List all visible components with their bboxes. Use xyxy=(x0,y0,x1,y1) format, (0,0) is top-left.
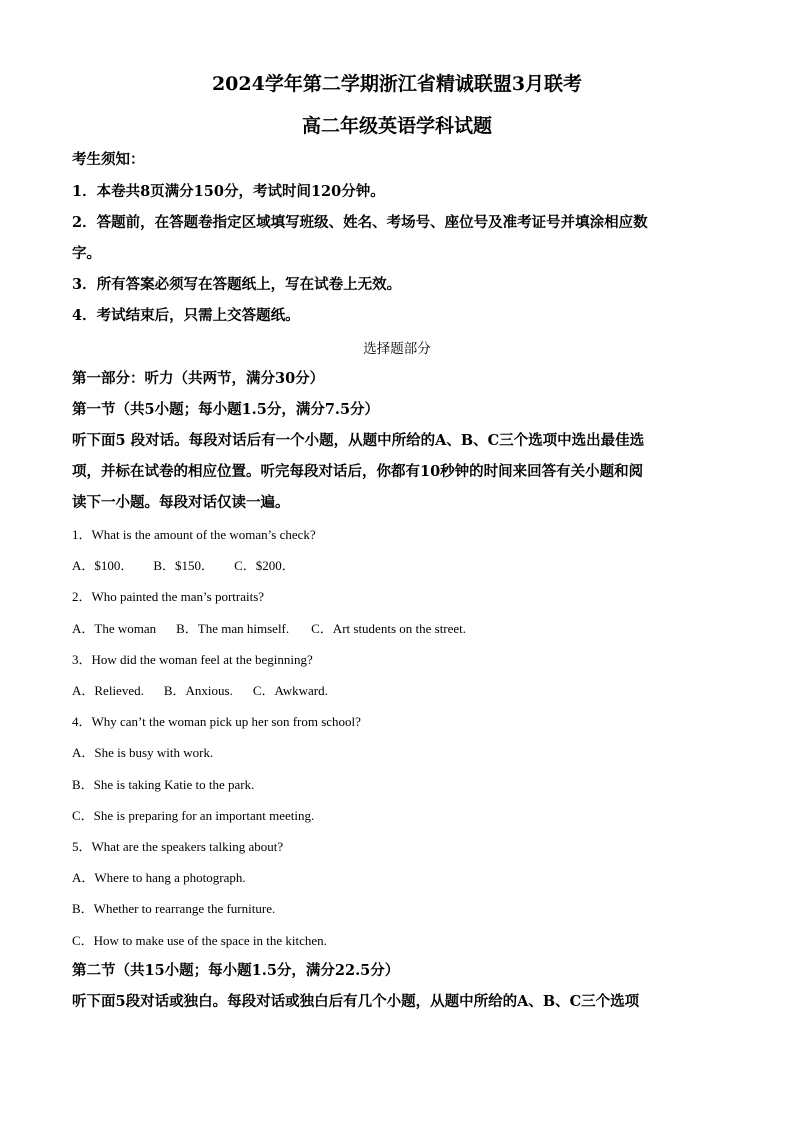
question-3-stem: 3．How did the woman feel at the beginning? xyxy=(72,652,313,667)
option-c: C．$200． xyxy=(234,558,295,573)
instruction-line-1: 听下面5 段对话。每段对话后有一个小题，从题中所给的A、B、C三个选项中选出最佳选 xyxy=(72,432,645,449)
question-2-stem: 2．Who painted the man’s portraits? xyxy=(72,589,265,604)
question-4-option-a: A．She is busy with work. xyxy=(72,745,214,760)
question-1-options xyxy=(72,557,295,575)
exam-subtitle: 高二年级英语学科试题 xyxy=(301,115,492,137)
option-a: A．The woman xyxy=(72,621,157,636)
section-label: 选择题部分 xyxy=(363,341,431,357)
option-a: A．$100． xyxy=(72,558,134,573)
option-b: B．The man himself. xyxy=(176,621,290,636)
notice-heading: 考生须知： xyxy=(72,151,145,168)
question-3-options xyxy=(72,682,328,700)
section2-instruction: 听下面5段对话或独白。每段对话或独白后有几个小题，从题中所给的A、B、C三个选项 xyxy=(72,993,640,1010)
instruction-line-2: 项，并标在试卷的相应位置。听完每段对话后，你都有10秒钟的时间来回答有关小题和阅 xyxy=(72,463,644,480)
question-5-stem: 5．What are the speakers talking about? xyxy=(72,839,284,854)
question-4-stem: 4．Why can’t the woman pick up her son from school? xyxy=(72,714,361,729)
option-b: B．Anxious. xyxy=(163,683,233,698)
question-2-options xyxy=(72,620,466,638)
question-4-option-c: C．She is preparing for an important meeting. xyxy=(72,808,315,823)
notice-item-3: 3．所有答案必须写在答题纸上，写在试卷上无效。 xyxy=(72,276,402,293)
question-1-stem: 1．What is the amount of the woman’s check? xyxy=(72,527,316,542)
question-5-option-a: A．Where to hang a photograph. xyxy=(72,870,246,885)
part1-heading: 第一部分：听力（共两节，满分30分） xyxy=(72,370,325,387)
question-5-option-b: B．Whether to rearrange the furniture. xyxy=(72,901,276,916)
instruction-line-3: 读下一小题。每段对话仅读一遍。 xyxy=(72,494,290,511)
question-5-option-c: C．How to make use of the space in the kitchen. xyxy=(72,933,327,948)
option-c: C．Awkward. xyxy=(252,683,328,698)
option-c: C．Art students on the street. xyxy=(311,621,467,636)
option-b: B．$150． xyxy=(153,558,215,573)
notice-item-1: 1．本卷共8页满分150分，考试时间120分钟。 xyxy=(72,183,385,200)
section1-heading: 第一节（共5小题；每小题1.5分，满分7.5分） xyxy=(72,401,380,418)
section2-heading: 第二节（共15小题；每小题1.5分，满分22.5分） xyxy=(72,962,400,979)
notice-item-4: 4．考试结束后，只需上交答题纸。 xyxy=(72,307,300,324)
notice-item-2: 2．答题前，在答题卷指定区域填写班级、姓名、考场号、座位号及准考证号并填涂相应数 xyxy=(72,214,648,231)
question-4-option-b: B．She is taking Katie to the park. xyxy=(72,777,255,792)
exam-title: 2024学年第二学期浙江省精诚联盟3月联考 xyxy=(211,73,583,95)
notice-item-2-cont: 字。 xyxy=(72,245,101,262)
option-a: A．Relieved. xyxy=(72,683,144,698)
